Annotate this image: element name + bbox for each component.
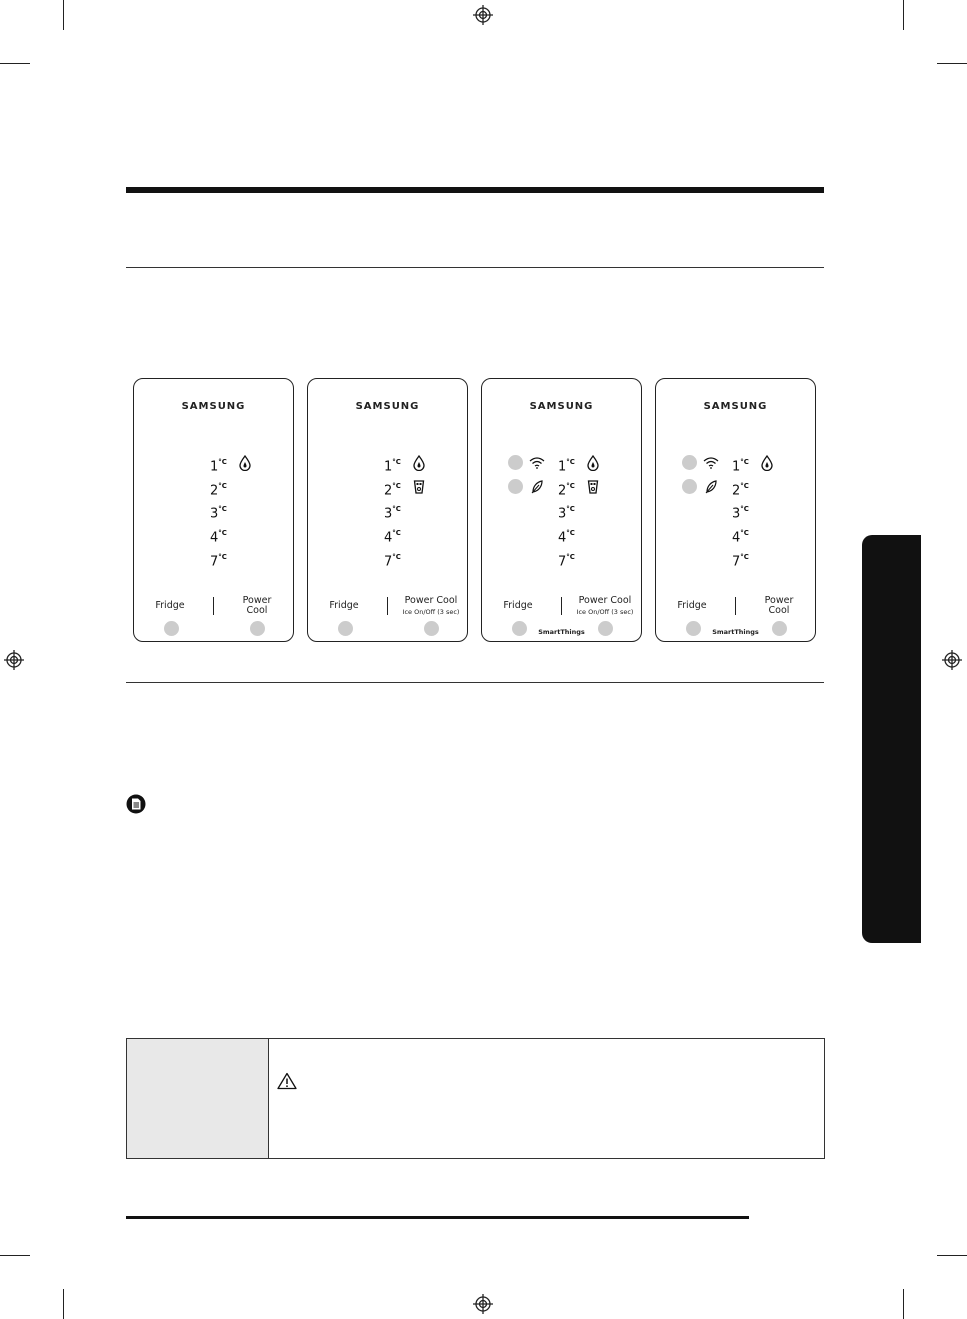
temperature-option: $3^{^\circ C}$ xyxy=(558,505,575,522)
eco-indicator-button[interactable] xyxy=(682,479,697,494)
crop-mark xyxy=(903,0,904,30)
water-drop-icon xyxy=(412,455,426,471)
temperature-option: $7^{^\circ C}$ xyxy=(210,552,227,570)
temperature-list xyxy=(210,453,227,571)
temperature-option: $2^{^\circ C}$ xyxy=(558,481,575,499)
temperature-option: $4^{^\circ C}$ xyxy=(558,529,575,546)
water-drop-icon xyxy=(760,455,774,471)
temperature-option: $1^{^\circ C}$ xyxy=(732,458,749,475)
brand-logo: SAMSUNG xyxy=(355,401,420,412)
power-cool-button-label: Power Cool Ice On/Off (3 sec) xyxy=(398,596,464,617)
warning-triangle-icon xyxy=(277,1072,297,1090)
fridge-button-label: Fridge xyxy=(677,600,707,611)
ice-cup-icon xyxy=(412,479,426,495)
fridge-button[interactable] xyxy=(164,621,179,636)
temperature-option: $7^{^\circ C}$ xyxy=(384,552,401,570)
crop-mark xyxy=(903,1289,904,1319)
temperature-option: $2^{^\circ C}$ xyxy=(384,481,401,499)
temperature-option: $3^{^\circ C}$ xyxy=(732,505,749,522)
temperature-option: $1^{^\circ C}$ xyxy=(384,458,401,475)
registration-mark-icon xyxy=(473,1294,493,1314)
temperature-option: $7^{^\circ C}$ xyxy=(732,552,749,570)
control-panel-3 xyxy=(481,378,642,642)
footer-rule xyxy=(126,1216,749,1219)
ice-on-off-hint: Ice On/Off (3 sec) xyxy=(576,608,634,616)
water-drop-icon xyxy=(238,455,252,471)
crop-mark xyxy=(0,63,30,64)
temperature-list xyxy=(384,453,401,571)
power-cool-button-label: Power Cool xyxy=(764,595,794,616)
power-cool-button[interactable] xyxy=(598,621,613,636)
crop-mark xyxy=(63,0,64,30)
control-panel-1 xyxy=(133,378,294,642)
power-cool-button-label: Power Cool Ice On/Off (3 sec) xyxy=(572,596,638,617)
water-drop-icon xyxy=(586,455,600,471)
chapter-side-tab xyxy=(862,535,921,943)
section-header-rule xyxy=(126,187,824,193)
button-divider xyxy=(561,597,562,615)
temperature-list xyxy=(732,453,749,571)
fridge-button-label: Fridge xyxy=(329,600,359,611)
temperature-option: $1^{^\circ C}$ xyxy=(558,458,575,475)
warning-table xyxy=(126,1038,825,1159)
brand-logo: SAMSUNG xyxy=(181,401,246,412)
wifi-icon xyxy=(703,456,719,470)
registration-mark-icon xyxy=(4,650,24,670)
crop-mark xyxy=(937,63,967,64)
fridge-button[interactable] xyxy=(338,621,353,636)
temperature-option: $1^{^\circ C}$ xyxy=(210,458,227,475)
button-divider xyxy=(213,597,214,615)
control-panel-4 xyxy=(655,378,816,642)
brand-logo: SAMSUNG xyxy=(703,401,768,412)
crop-mark xyxy=(0,1255,30,1256)
registration-mark-icon xyxy=(473,5,493,25)
temperature-option: $2^{^\circ C}$ xyxy=(210,481,227,499)
temperature-option: $3^{^\circ C}$ xyxy=(384,505,401,522)
crop-mark xyxy=(63,1289,64,1319)
button-divider xyxy=(387,597,388,615)
wifi-icon xyxy=(529,456,545,470)
power-cool-button[interactable] xyxy=(250,621,265,636)
smartthings-label: SmartThings xyxy=(712,628,759,636)
leaf-icon xyxy=(703,480,719,494)
temperature-option: $2^{^\circ C}$ xyxy=(732,481,749,499)
fridge-button-label: Fridge xyxy=(155,600,185,611)
ice-cup-icon xyxy=(586,479,600,495)
smartthings-label: SmartThings xyxy=(538,628,585,636)
fridge-button-label: Fridge xyxy=(503,600,533,611)
temperature-option: $4^{^\circ C}$ xyxy=(210,529,227,546)
temperature-option: $4^{^\circ C}$ xyxy=(384,529,401,546)
eco-indicator-button[interactable] xyxy=(508,479,523,494)
button-divider xyxy=(735,597,736,615)
control-panel-2 xyxy=(307,378,468,642)
warning-table-label-cell xyxy=(127,1039,269,1158)
brand-logo: SAMSUNG xyxy=(529,401,594,412)
note-icon xyxy=(126,794,146,814)
crop-mark xyxy=(937,1255,967,1256)
ice-on-off-hint: Ice On/Off (3 sec) xyxy=(402,608,460,616)
power-cool-button-label: Power Cool xyxy=(242,595,272,616)
registration-mark-icon xyxy=(942,650,962,670)
temperature-option: $4^{^\circ C}$ xyxy=(732,529,749,546)
wifi-indicator-button[interactable] xyxy=(682,455,697,470)
temperature-list xyxy=(558,453,575,571)
wifi-indicator-button[interactable] xyxy=(508,455,523,470)
power-cool-button[interactable] xyxy=(772,621,787,636)
leaf-icon xyxy=(529,480,545,494)
divider-rule xyxy=(126,267,824,268)
power-cool-button[interactable] xyxy=(424,621,439,636)
temperature-option: $3^{^\circ C}$ xyxy=(210,505,227,522)
temperature-option: $7^{^\circ C}$ xyxy=(558,552,575,570)
divider-rule xyxy=(126,682,824,683)
